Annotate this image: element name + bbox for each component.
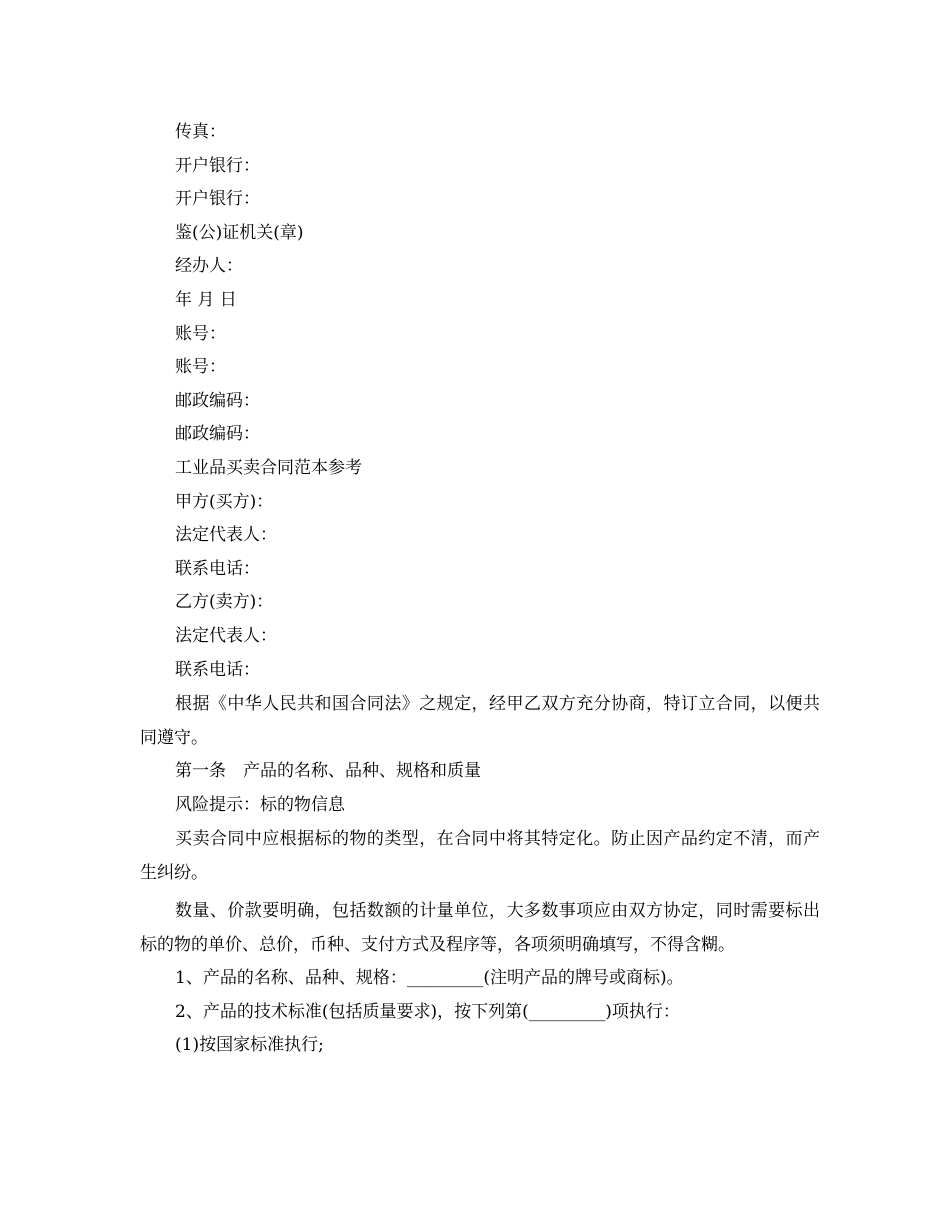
bank-label: 开户银行：: [175, 155, 260, 176]
clause-item: 2、产品的技术标准(包括质量要求)，按下列第(_________)项执行：: [175, 1001, 680, 1022]
party-a-label: 甲方(买方)：: [175, 491, 274, 512]
date-label: 年 月 日: [175, 289, 237, 310]
article-heading: 第一条 产品的名称、品种、规格和质量: [175, 761, 481, 782]
legal-rep-label: 法定代表人：: [175, 625, 277, 646]
notary-label: 鉴(公)证机关(章): [175, 222, 304, 243]
phone-label: 联系电话：: [175, 558, 260, 579]
clause-subitem: (1)按国家标准执行;: [175, 1035, 324, 1056]
intro-paragraph: 根据《中华人民共和国合同法》之规定，经甲乙双方充分协商，特订立合同，以便共同遵守。: [140, 694, 820, 749]
risk-title: 风险提示：标的物信息: [175, 794, 345, 815]
contract-title: 工业品买卖合同范本参考: [175, 457, 362, 478]
party-b-label: 乙方(卖方)：: [175, 592, 274, 613]
account-label: 账号：: [175, 323, 226, 344]
risk-paragraph: 买卖合同中应根据标的物的类型，在合同中将其特定化。防止因产品约定不清，而产生纠纷。: [140, 829, 820, 884]
phone-label: 联系电话：: [175, 659, 260, 680]
fax-label: 传真：: [175, 122, 226, 142]
risk-paragraph: 数量、价款要明确，包括数额的计量单位，大多数事项应由双方协定，同时需要标出标的物的单价、总价，币种、支付方式及程序等，各项须明确填写，不得含糊。: [140, 901, 820, 956]
bank-label: 开户银行：: [175, 189, 260, 210]
postcode-label: 邮政编码：: [175, 424, 260, 445]
handler-label: 经办人：: [175, 256, 243, 277]
postcode-label: 邮政编码：: [175, 390, 260, 411]
legal-rep-label: 法定代表人：: [175, 525, 277, 546]
clause-item: 1、产品的名称、品种、规格：_________(注明产品的牌号或商标)。: [175, 968, 684, 989]
account-label: 账号：: [175, 357, 226, 378]
document-body: [140, 116, 820, 1063]
